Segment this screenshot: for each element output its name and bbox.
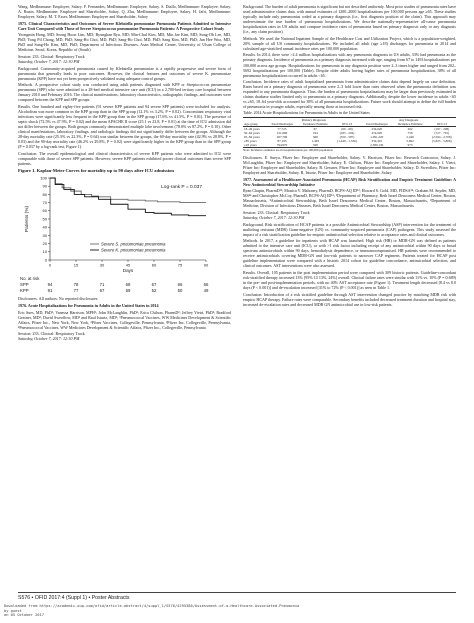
table-cell: 2,449 [406,134,414,139]
y-tick-label: 60 [42,208,47,214]
legend-entry: Severe S. pneumoniae pneumonia [101,241,166,247]
table-cell: (185 - 204) [339,130,355,135]
table-note: Note: Incidence estimates are in hospitalizations per 100,000 population. [243,148,334,153]
x-tick-label: 15 [73,262,79,268]
x-tick-label: 90 [203,262,209,268]
abstract-1975-disclosures: Disclosures. All authors: No reported disclosures. [18,296,99,302]
session-label: Session: 233. Clinical: Respiratory Track [18,331,85,337]
table-cell: 202 [407,126,413,131]
y-tick-label: 50 [42,216,47,222]
abstract-1975-session [18,54,231,64]
table-cell: 18–49 years [244,126,260,131]
abstract-1975-methods: Methods. A prospective cohort study was conducted using adult patients diagnosed with KPP or Streptococcus pneumoniae pneumonia (SPP) who were admitted to a 28-bed medical intensive care unit (ICU) in a 2,700-bed tertiary care hospital between January 2010 and February 2016. The clinical manifestations, laboratory characteristics, radiographic findings, and outcomes were compared between the KPP and SPP groups. [18,82,231,103]
y-tick-label: 20 [42,241,47,247]
abstract-1977-conclusion: Conclusion. Introduction of a risk stratified guideline through AST intervention changed practice by matching MDR risk with empiric HCAP therapy. Failure rates were comparable. Secondary benefits included decreased treatment duration and hospital stay, increased de-escalation rates and decreased MDR GN antimicrobial use in low-risk patients. [243,291,456,307]
table-column-header: 95% CI [333,122,361,127]
abstract-1975-authors: Yeongmin Hong, MD; Seong Hoon Lim, MD; Byunghan Ryu, MD; Min-Chul Kim, MD; Min Jae Kim, MD; Sung-Oh Lee, MD, PhD; Yong Pil Chong, MD, PhD; Sang-Ho Choi, MD, PhD; Sang-Ho Choi, MD, PhD; Sang Kim, MD, PhD; Jun Hee Woo, MD, PhD and Sung-Ho Kim, MD, PhD; Department of Infectious Diseases, Asan Medical Center, University of Ulsan College of Medicine, Seoul, Korea, Republic of (South) [18,32,231,53]
at-risk-value: 91 [47,288,53,294]
abstract-1976-session [18,331,231,341]
table-body [243,126,456,147]
table-cell: 2,380,130 [361,143,392,148]
kaplan-meier-chart [18,174,231,296]
at-risk-value: 59 [125,288,131,294]
table-cell: 267,790 [276,134,288,139]
at-risk-value: 52 [151,288,157,294]
table-cell: 474,920 [371,130,383,135]
y-tick-label: 30 [42,233,47,239]
x-tick-label: 30 [99,262,105,268]
table-cell: 1,493 [311,138,319,143]
y-tick-label: 70 [42,200,47,206]
abstract-1976-authors: Eric Sues, MD, PhD¹; Vanessa Harrison, MPH¹; John McLaughlin, PhD²; Erica Chilson, PharmD²; Jeffrey Vietri, PhD²; Bradford Gessner, MD²; David Swerdlow, MD² and Raul Isturiz, MD²; ¹Pneumococcal Vaccines, WW Medicines Development & Scientific Affairs, Pfizer Inc., New York, New York, ²Pfizer Vaccines, Collegeville, Pennsylvania, ³Pfizer Inc, Collegeville, Pennsylvania, ⁴Pneumococcal Vaccines, WW Medicines Development & Scientific Affairs, Pfizer Inc., Collegeville, Pennsylvania [18,309,231,330]
footer-divider [18,592,456,593]
table-cell: 5,692 [406,138,414,143]
kaplan-meier-figure [18,168,231,297]
abstract-1977-authors: Ryan Chapin, PharmD¹²; Monica V. Mahoney, PharmD, BCPS-AQ ID¹²; Howard S. Gold, MD, FIDSA³⁴; Graham M. Snyder, MD, MS³⁴ and Christopher McCoy, PharmD, BCPS-AQ ID¹²; ¹Department of Pharmacy, Beth Israel Deaconess Medical Center, Boston, Massachusetts, ²Antimicrobial Stewardship, Beth Israel Deaconess Medical Center, Boston, Massachusetts, ³Department of Medicine, Division of Infectious Diseases, Beth Israel Deaconess Medical Center, Boston, Massachusetts [243,188,456,209]
right-column [243,4,456,308]
table-row [243,143,456,148]
series-line-spp [50,178,206,203]
legend-entry: Severe K. pneumoniae pneumonia [101,247,166,253]
table-cell: (5,625 - 5,806) [432,138,452,143]
table-cell: 794,970 [266,143,297,148]
table-column-header: Incidence Estimate [392,122,427,127]
download-url-link[interactable]: Downloaded from https://academic.oup.com/ofid/article-abstract/4/suppl_1/S576/4295386/Assessment-of-a-Healthcare-Associated-Pneumonia [4,604,300,608]
table-cell: (1,449 - 1,536) [337,138,357,143]
at-risk-value: 67 [99,288,105,294]
y-tick-label: 10 [42,249,47,255]
y-tick-label: 0 [44,257,47,263]
table-cell: 759 [407,130,413,135]
at-risk-value: 67 [151,282,157,288]
at-risk-value: 77 [73,288,79,294]
figure-title: Figure 1. Kaplan-Meier Curves for mortality up to 90 days after ICU admission [18,167,174,173]
table-cell [333,143,361,148]
table-cell: (2,594 - 2,708) [432,134,452,139]
at-risk-value: 78 [73,282,79,288]
session-label: Session: 233. Clinical: Respiratory Track [18,53,85,59]
abstract-1975-results: Results. One hundred and eighty-five patients (91 severe KPP patients and 94 severe SPP patients) were included for analysis. Alcoholism was more common in the KPP group than in the SPP group (12.1% vs 3.2%, P = 0.02). Concomitant respiratory viral infections were significantly less frequent in the KPP group than in the SPP group (17.6% vs 41.5%, P = 0.01). The presence of septic shock (72.5% vs 47.9%, P = 0.02) and the mean APACHE II score (25.1 vs 23.8, P = 0.01) at the time of ICU admission did not differ between the groups. Both groups commonly demonstrated multiple lobe involvement (78.0% vs 87.2%, P = 0.10). Other clinical manifestations, laboratory findings, and radiologic findings did not significantly differ between the groups. Although the 28-day mortality rate (25.3% vs 22.3%, P = 0.64) was similar between the groups, the 60-day mortality rate (42.9% vs 28.8%, P = 0.03) and the 90-day mortality rate (46.2% vs 29.8%, P = 0.02) were significantly higher in the KPP group than in the SPP group (P = 0.037 by a log-rank test, Figure 1). [18,103,231,150]
session-date: Saturday, October 7, 2017: 12:30 PM [18,336,80,342]
table-column-header: Total Discharges [361,122,392,127]
at-risk-value: 50 [177,288,183,294]
table-column-header: Incidence Estimate [298,122,333,127]
table-cell: 65–84 years [244,134,260,139]
download-by-line: by guest [4,608,22,613]
table-cell [428,143,456,148]
abstract-1975-background: Background. Community-acquired pneumonia caused by Klebsiella pneumoniae is a rapidly progressive and severe form of pneumonia that generally leads to poor outcomes. However, the clinical features and outcomes of severe K. pneumoniae pneumonia (KPP) have not yet been prospectively validated using adequate control groups. [18,65,231,81]
y-tick-label: 40 [42,225,47,231]
table-column-header: Age group [243,122,266,127]
table-cell: 77,725 [277,126,287,131]
table-cell: 234,020 [371,126,383,131]
table-column-header: Total Discharges [266,122,297,127]
prev-abstract-disclosures: Wang, MedImmune: Employee, Salary. F. Fernandes, MedImmune: Employee, Salary. S. Diallo, MedImmune: Employee, Salary. A. Ruzin, MedImmune: Employee and Shareholder, Salary. Q. Zhu, MedImmune: Employee, Salary. H. Jafri, MedImmune: Employee, Salary. M. T. Esser, MedImmune: Employee and Shareholder, Salary [18,4,231,20]
abstract-1976-title: 1976. Acute Hospitalizations for Pneumonia in Adults in the United States in 2014 [18,302,159,308]
table-cell: 568 [312,134,318,139]
x-axis-label: Days [122,268,134,274]
table-group-primary: Primary Diagnosis [266,117,361,122]
abstract-1977-methods: Methods. In 2017, a guideline for inpatients with HCAP was launched. High risk (HR) or MDR-GN was defined as patients admitted to the intensive care unit (ICU), or with >1 risk factor including receipt of any antimicrobial within 90 days or broad spectrum antimicrobials within 90 days, hemodialysis dependence, or immunocompromised. HR patients were recommended to receive antimicrobials covering MDR-GN and low-risk patients to narrower CAP regimens. Patients treated for HCAP post guideline implementation were compared with a historic 2014 cohort for guideline concordance, antimicrobial selection, and clinical outcomes. AST interventions were also assessed. [243,238,456,269]
left-column [18,4,231,343]
x-tick-label: 45 [125,262,131,268]
at-risk-value: 66 [177,282,183,288]
at-risk-label: No. at risk [20,276,40,282]
x-tick-label: 0 [48,262,52,268]
table-cell: ≥85 years [244,138,257,143]
table-cell: 973 [392,143,427,148]
table-cell: 87,195 [277,138,287,143]
table-cell: ≥18 years [243,143,266,148]
at-risk-group-name: KPP [20,288,29,294]
session-label: Session: 233. Clinical: Respiratory Track [243,209,310,215]
abstract-1977-results: Results. Overall, 105 patients in the post implementation period were compared with 309 historic patients. Guideline-concordant risk-stratified therapy increased 13% [95% CI 13%, 24%] overall. Clinical failure rates were similar with 11% vs. 10% (P = 0.689) in the pre- and post-implementation periods, with no 40% AST acceptance rate (Figure 1). Treatment length decreased [8.4 vs 8.0 days (P < 0.001)] and de-escalation increased [31% to 72% (P < 0.001)] as seen in Table 1. [243,269,456,291]
abstract-1976-conclusion: Conclusion. Incidence rates of adult hospitalized pneumonia from administrative claims data depend largely on case definition. Rates based on a primary diagnosis of pneumonia were 2–3 fold lower than rates observed when the pneumonia definition was expanded to any pneumonia diagnosis. Thus, the burden of pneumonia hospitalizations may be larger than previously estimated in claims database studies limited only to pneumonia as a primary diagnosis. Additionally, despite the lower incidence in adults <65 vs ≥65, 18–64 year-olds accounted for 38% of all pneumonia hospitalizations. Future work should attempt to define the full burden of pneumonia in younger adults, especially among those at increased risk. [243,79,456,110]
table-cell: (550 - 587) [339,134,355,139]
y-tick-label: 90 [42,184,47,190]
at-risk-value: 68 [125,282,131,288]
abstract-1976-disclosures: Disclosures. E. Sueya, Pfizer Inc: Employee and Shareholder, Salary. V. Harrison, Pfizer Inc: Research Contractor, Salary. J. McLaughlin, Pfizer Inc: Employee and Shareholder, Salary. E. Chilson, Pfizer Inc: Employee and Shareholder, Salary. J. Vietri, Pfizer Inc: Employee and Shareholder, Salary. B. Gessner, Pfizer Inc: Employee and Shareholder, Salary. D. Swerdlow, Pfizer Inc: Employee and Shareholder, Salary. R. Isturiz, Pfizer Inc: Employee and Shareholder, Salary [243,154,456,176]
table-group-any: Any Diagnosis [361,117,456,122]
log-rank-annotation: Log-rank P = 0.037 [161,185,202,191]
y-axis-label: Patients (%) [25,206,30,233]
x-tick-label: 60 [151,262,157,268]
abstract-1975-title: 1975. Clinical Characteristics and Outcomes of Severe Klebsiella pneumoniae Pneumonia Patients Admitted to Intensive Care Unit Compared with Those of Severe Streptococcus pneumoniae Pneumonia Patients: A Prospective Cohort Study [18,20,231,31]
abstract-1977-title: 1977. Assessment of a Healthcare-Associated Pneumonia (HCAP) Risk Stratification and Empiric Treatment Guideline: A New Antimicrobial Stewardship Initiative [243,176,456,187]
table-column-header: 95% CI [428,122,456,127]
abstract-1977-session [243,210,456,220]
y-tick-label: 100 [40,175,47,181]
table-caption: Table. 2014 Acute Hospitalizations for Pneumonia in Adults in the United States [243,110,370,116]
abstract-1975-conclusion: Conclusion. The overall epidemiological and clinical characteristics of severe KPP patients who were admitted to ICU were comparable with those of severe SPP patients. However, severe KPP patients exhibited poorer clinical outcomes than severe SPP patients. [18,150,231,166]
table-cell: (60 - 69) [341,126,353,131]
table-cell: 332,410 [371,138,383,143]
series-line-kpp [50,178,206,216]
download-notice [4,604,299,618]
at-risk-value: 66 [203,282,209,288]
table-cell: 194 [312,130,318,135]
table-cell: 67 [313,126,317,131]
at-risk-group-name: SPP [20,282,29,288]
table-cell: (727 - 791) [434,130,450,135]
page-footer: S576 • OFID 2017:4 (Suppl 1) • Poster Abstracts [18,595,130,601]
table-cell: 121,660 [276,130,288,135]
table-cell: 328 [298,143,333,148]
hospitalization-table [243,117,456,148]
abstract-1976-results: Results. In 2014, there were >2.4 million hospitalizations with any pneumonia diagnosis in US adults, 33% had pneumonia as the primary diagnosis. Incidence of pneumonia as a primary diagnosis increased with age, ranging from 67 to 1493 hospitalizations per 100,000 across age groups. Hospitalizations for pneumonia in any diagnosis position were 2–3 times higher and ranged from 202–5692 hospitalizations per 100,000 (Table). Despite older adults having higher rates of pneumonia hospitalization, 38% of all pneumonia hospitalizations occurred in adults <65. [243,52,456,78]
session-date: Saturday, October 7, 2017: 12:30 PM [18,58,80,64]
abstract-1976-background: Background. The burden of adult pneumonia is significant but not described uniformly. Most prior studies of pneumonia rates have used administrative claims data, with annual estimates of 1200–2000 hospitalizations per 100,000 persons age ≥65. These studies typically include only pneumonias coded as a primary diagnosis (i.e., first diagnosis position of the claim). This approach may underestimate the true burden of pneumonia hospitalizations. We describe nationally-representative all-cause pneumonia hospitalization rates in US adults and compare incidence rates of pneumonia based on primary diagnosis only or any diagnosis (i.e., any claim position). [243,4,456,35]
session-date: Saturday, October 7, 2017: 12:30 PM [243,214,305,220]
abstract-1977-background: Background. Risk stratification of HCAP patients is a possible Antimicrobial Stewardship (ASP) intervention for the treatment of multidrug resistant (MDR) Gram-negative (GN) vs. community-acquired pneumonia (CAP) pathogens. This study assessed the impact of a risk stratification guideline for empiric antimicrobial selection relative to acceptance rates and clinical outcomes. [243,221,456,237]
download-date-line: on 05 October 2017 [4,613,44,618]
table-cell: 50–64 years [244,130,260,135]
table-cell: (197 - 208) [434,126,450,131]
x-tick-label: 75 [177,262,183,268]
table-cell: 1,091,220 [370,134,384,139]
at-risk-value: 94 [47,282,53,288]
at-risk-value: 49 [203,288,209,294]
at-risk-value: 71 [99,282,105,288]
abstract-1976-methods: Methods. We used the National Inpatient Sample of the Healthcare Cost and Utilization Project, which is a population-weighted, 20% sample of all US community hospitalizations. We included all adult (age ≥18) discharges for pneumonia in 2014 and calculated age-stratified annual incidence rates per 100,000 population. [243,35,456,51]
y-tick-label: 80 [42,192,47,198]
